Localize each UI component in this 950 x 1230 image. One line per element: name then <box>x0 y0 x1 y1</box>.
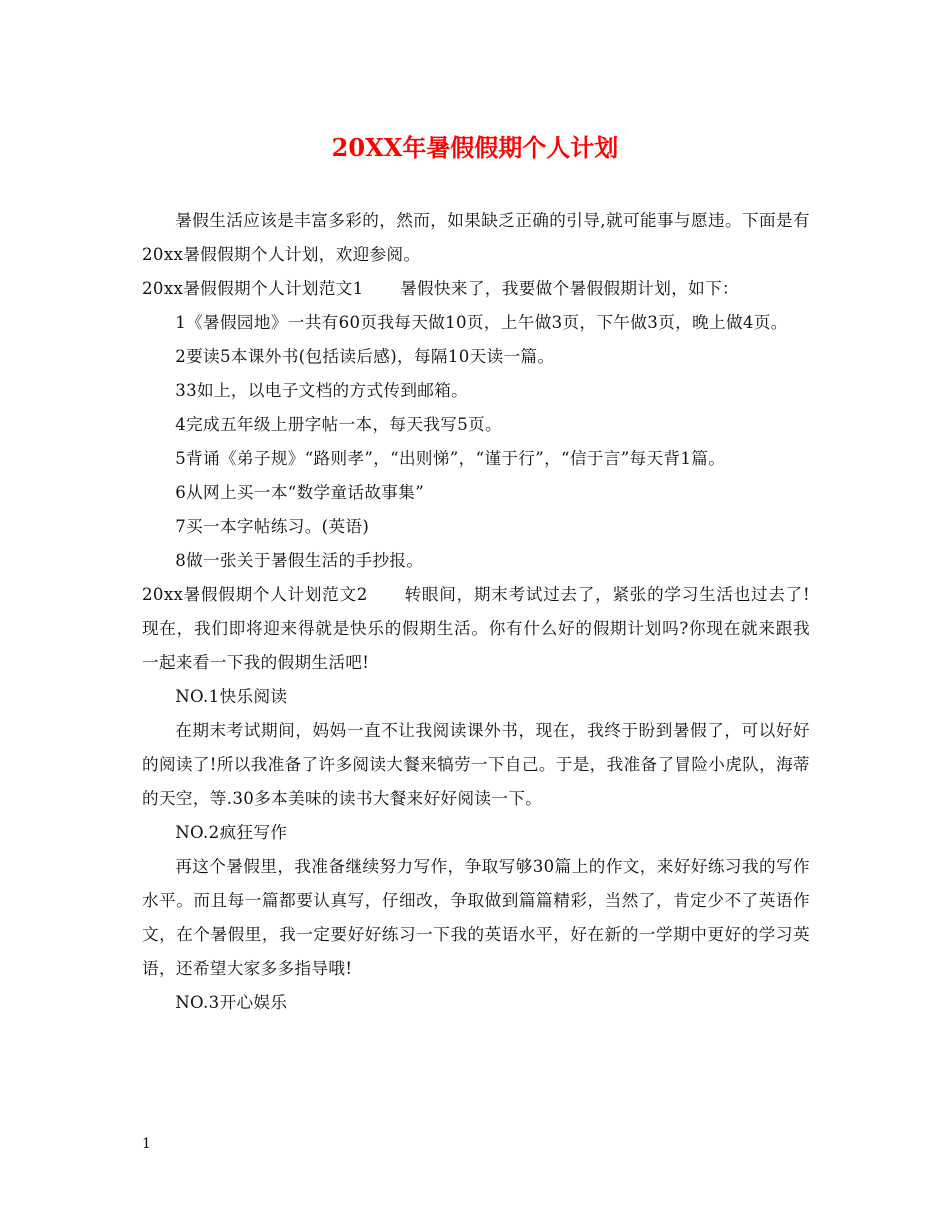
subheading-no1: NO.1快乐阅读 <box>175 687 288 706</box>
section-1-heading-line <box>142 272 810 306</box>
document-body <box>142 204 810 1020</box>
section-2-heading-line <box>142 578 810 680</box>
plan-item-5: 5背诵《弟子规》“路则孝”，“出则悌”，“谨于行”，“信于言”每天背1篇。 <box>175 449 726 468</box>
subheading-no3: NO.3开心娱乐 <box>175 993 288 1012</box>
plan-item-6: 6从网上买一本“数学童话故事集” <box>175 483 425 502</box>
section-1-lead: 暑假快来了，我要做个暑假假期计划，如下： <box>400 279 739 298</box>
section-1-heading: 20xx暑假假期个人计划范文1 <box>142 279 364 298</box>
section-2-lead: 转眼间，期末考试过去了，紧张的学习生活也过去了!现在，我们即将迎来得就是快乐的假期生活。你有什么好的假期计划吗?你现在就来跟我一起来看一下我的假期生活吧! <box>142 585 810 672</box>
document-title: 20XX年暑假假期个人计划 <box>331 133 619 162</box>
plan-item-3: 33如上，以电子文档的方式传到邮箱。 <box>175 381 469 400</box>
plan-item-7: 7买一本字帖练习。(英语) <box>175 517 370 536</box>
page-number: 1 <box>142 1136 151 1152</box>
plan-item-1: 1《暑假园地》一共有60页我每天做10页，上午做3页，下午做3页，晚上做4页。 <box>175 313 788 332</box>
plan-item-8: 8做一张关于暑假生活的手抄报。 <box>175 551 424 570</box>
section-2-heading: 20xx暑假假期个人计划范文2 <box>142 585 368 604</box>
plan-item-4: 4完成五年级上册字帖一本，每天我写5页。 <box>175 415 502 434</box>
reading-paragraph: 在期末考试期间，妈妈一直不让我阅读课外书，现在，我终于盼到暑假了，可以好好的阅读了!所以我准备了许多阅读大餐来犒劳一下自己。于是，我准备了冒险小虎队，海蒂的天空，等.30多本美味的读书大餐来好好阅读一下。 <box>142 721 810 808</box>
writing-paragraph: 再这个暑假里，我准备继续努力写作，争取写够30篇上的作文，来好好练习我的写作水平。而且每一篇都要认真写，仔细改，争取做到篇篇精彩，当然了，肯定少不了英语作文，在个暑假里，我一定要好好练习一下我的英语水平，好在新的一学期中更好的学习英语，还希望大家多多指导哦! <box>142 857 810 978</box>
intro-paragraph: 暑假生活应该是丰富多彩的，然而，如果缺乏正确的引导,就可能事与愿违。下面是有20xx暑假假期个人计划，欢迎参阅。 <box>142 211 810 264</box>
subheading-no2: NO.2疯狂写作 <box>175 823 288 842</box>
plan-item-2: 2要读5本课外书(包括读后感)，每隔10天读一篇。 <box>175 347 555 366</box>
